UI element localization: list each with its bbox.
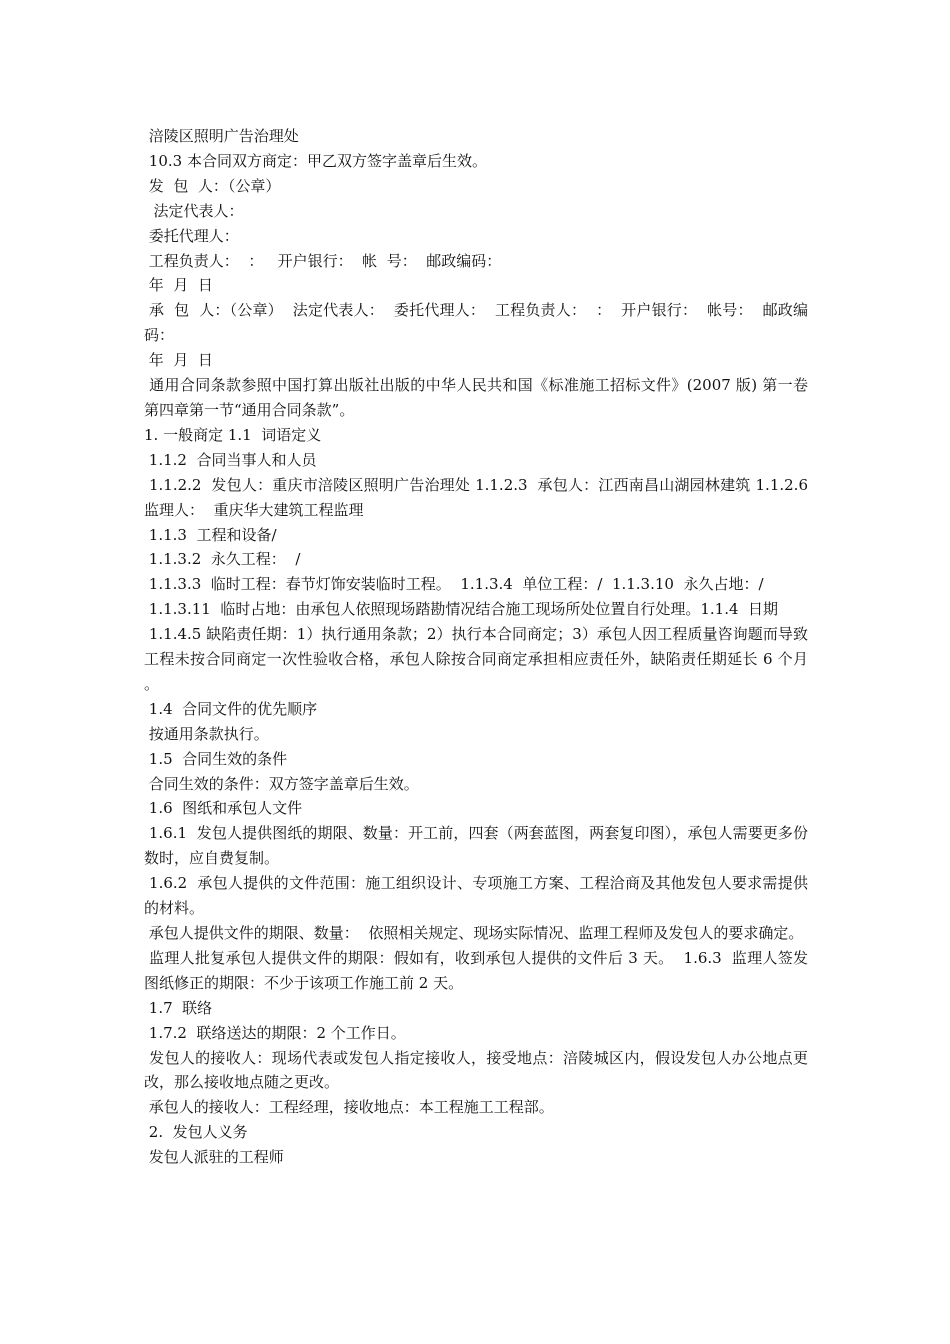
paragraph: 工程负责人： ： 开户银行： 帐 号： 邮政编码： bbox=[144, 251, 502, 270]
paragraph: 监理人批复承包人提供文件的期限：假如有，收到承包人提供的文件后 3 天。 1.6.3 监理人签发图纸修正的期限：不少于该项工作施工前 2 天。 bbox=[144, 948, 808, 992]
paragraph: 按通用条款执行。 bbox=[144, 724, 269, 743]
paragraph: 发包人的接收人：现场代表或发包人指定接收人，接受地点：涪陵城区内，假设发包人办公地点更改，那么接收地点随之更改。 bbox=[144, 1048, 808, 1092]
paragraph: 承包人提供文件的期限、数量： 依照相关规定、现场实际情况、监理工程师及发包人的要求确定。 bbox=[144, 924, 804, 942]
paragraph: 10.3 本合同双方商定：甲乙双方签字盖章后生效。 bbox=[144, 151, 487, 170]
paragraph: 涪陵区照明广告治理处 bbox=[144, 127, 299, 145]
paragraph: 承包人的接收人：工程经理，接收地点：本工程施工工程部。 bbox=[144, 1098, 554, 1117]
paragraph: 发 包 人：（公章） bbox=[144, 176, 281, 195]
paragraph: 2. 发包人义务 bbox=[144, 1123, 248, 1142]
paragraph: 1.7 联络 bbox=[144, 998, 213, 1017]
paragraph: 1.6.2 承包人提供的文件范围：施工组织设计、专项施工方案、工程洽商及其他发包人要求需提供的材料。 bbox=[144, 874, 808, 918]
paragraph: 年 月 日 bbox=[144, 351, 213, 370]
paragraph: 1. 一般商定 1.1 词语定义 bbox=[144, 425, 322, 444]
paragraph: 通用合同条款参照中国打算出版社出版的中华人民共和国《标准施工招标文件》(2007 版) 第一卷第四章第一节“通用合同条款”。 bbox=[144, 376, 808, 419]
paragraph: 1.1.2.2 发包人：重庆市涪陵区照明广告治理处 1.1.2.3 承包人：江西南昌山湖园林建筑 1.1.2.6 监理人： 重庆华大建筑工程监理 bbox=[144, 475, 818, 519]
paragraph: 1.1.3.11 临时占地：由承包人依照现场踏勘情况结合施工现场所处位置自行处理。1.1.4 日期 bbox=[144, 600, 779, 619]
paragraph: 合同生效的条件：双方签字盖章后生效。 bbox=[144, 774, 419, 793]
paragraph: 1.5 合同生效的条件 bbox=[144, 749, 288, 768]
paragraph: 年 月 日 bbox=[144, 276, 213, 295]
paragraph: 发包人派驻的工程师 bbox=[144, 1148, 284, 1167]
paragraph: 1.1.3.2 永久工程： / bbox=[144, 550, 301, 569]
paragraph: 1.6 图纸和承包人文件 bbox=[144, 799, 303, 818]
paragraph: 1.6.1 发包人提供图纸的期限、数量：开工前，四套（两套蓝图，两套复印图），承包人需要更多份数时，应自费复制。 bbox=[144, 824, 808, 868]
paragraph: 承 包 人：（公章） 法定代表人： 委托代理人： 工程负责人： ： 开户银行： 帐号： 邮政编码： bbox=[144, 301, 808, 345]
paragraph: 1.1.2 合同当事人和人员 bbox=[144, 450, 317, 469]
paragraph: 委托代理人： bbox=[144, 226, 239, 245]
paragraph: 1.7.2 联络送达的期限：2 个工作日。 bbox=[144, 1023, 406, 1042]
paragraph: 法定代表人： bbox=[144, 201, 244, 220]
paragraph: 1.1.3 工程和设备/ bbox=[144, 525, 277, 544]
paragraph: 1.1.3.3 临时工程：春节灯饰安装临时工程。 1.1.3.4 单位工程：/ 1.1.3.10 永久占地：/ bbox=[144, 575, 764, 594]
paragraph: 1.4 合同文件的优先顺序 bbox=[144, 699, 318, 718]
document-body bbox=[144, 124, 818, 1170]
paragraph: 1.1.4.5 缺陷责任期：1）执行通用条款；2）执行本合同商定；3）承包人因工程质量咨询题而导致工程未按合同商定一次性验收合格，承包人除按合同商定承担相应责任外，缺陷责任期延长 6 个月 。 bbox=[144, 625, 813, 693]
